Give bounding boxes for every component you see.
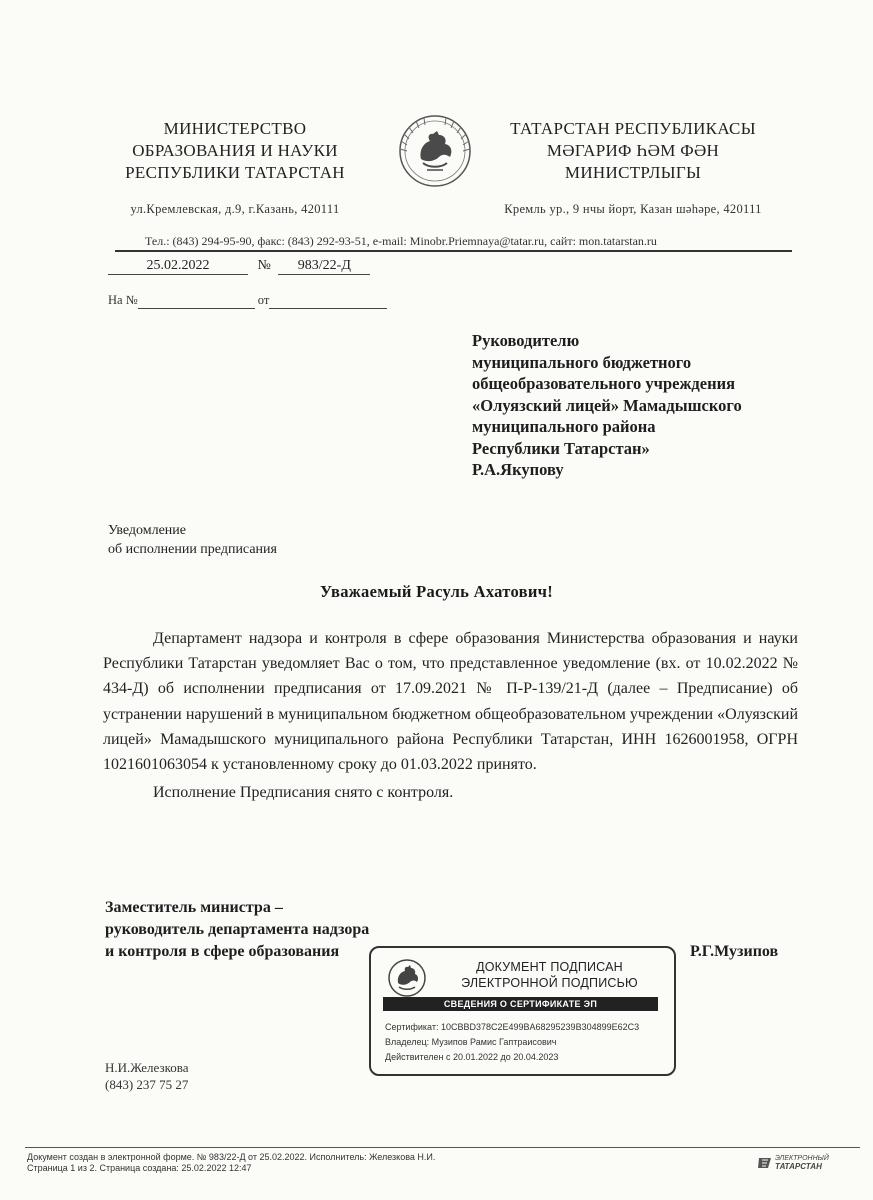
- signer-title-line: Заместитель министра –: [105, 899, 283, 916]
- letter-body: [103, 626, 798, 805]
- addressee-line: «Олуязский лицей» Мамадышского: [472, 395, 742, 415]
- stamp-title: [447, 959, 652, 991]
- signer-title: [105, 897, 369, 963]
- ministry-name-tt-line2: МӘГАРИФ ҺӘМ ФӘН: [546, 141, 720, 160]
- reference-date-blank: [269, 293, 387, 309]
- ministry-name-tt-line3: МИНИСТРЛЫГЫ: [564, 163, 702, 182]
- footer-divider: [25, 1147, 860, 1148]
- addressee-line: Руководителю: [472, 331, 580, 350]
- addressee-line: Республики Татарстан»: [472, 438, 650, 458]
- footer-text: [27, 1152, 435, 1174]
- electronic-signature-stamp: [369, 946, 676, 1076]
- signer-title-line: руководитель департамента надзора: [105, 921, 370, 938]
- electronic-tatarstan-logo-icon: [758, 1157, 772, 1169]
- signer-name: Р.Г.Музипов: [690, 943, 779, 960]
- ministry-address-ru: ул.Кремлевская, д.9, г.Казань, 420111: [130, 202, 340, 216]
- ministry-name-ru-line1: МИНИСТЕРСТВО: [163, 119, 307, 138]
- registration-line: [108, 258, 370, 275]
- reference-line: [108, 293, 387, 309]
- signer-title-line: и контроля в сфере образования: [105, 943, 340, 960]
- addressee-line: общеобразовательного учреждения: [472, 374, 736, 393]
- addressee-line: муниципального района: [472, 417, 656, 436]
- ministry-name-ru-line3: РЕСПУБЛИКИ ТАТАРСТАН: [125, 163, 345, 182]
- tatarstan-seal-icon: [387, 958, 427, 998]
- registration-date: 25.02.2022: [108, 258, 248, 275]
- reference-from-label: от: [257, 293, 270, 307]
- ministry-name-tt-line1: ТАТАРСТАН РЕСПУБЛИКАСЫ: [510, 119, 756, 138]
- greeting: Уважаемый Расуль Ахатович!: [319, 582, 554, 601]
- subject-line2: об исполнении предписания: [108, 542, 277, 557]
- ministry-contacts: Тел.: (843) 294-95-90, факс: (843) 292-93-51, e-mail: Minobr.Priemnaya@tatar.ru, сайт: mon.tatarstan.ru: [145, 234, 657, 248]
- reference-number-blank: [138, 293, 255, 309]
- stamp-certificate-details: [385, 1020, 639, 1065]
- stamp-title-line1: ДОКУМЕНТ ПОДПИСАН: [476, 960, 623, 974]
- footer-line2: Страница 1 из 2. Страница создана: 25.02.2022 12:47: [27, 1163, 252, 1173]
- reference-label: На №: [108, 293, 138, 307]
- executor-name: Н.И.Железкова: [105, 1060, 189, 1075]
- registration-number: 983/22-Д: [278, 258, 370, 275]
- subject-block: [108, 521, 277, 559]
- body-paragraph: Исполнение Предписания снято с контроля.: [153, 784, 454, 802]
- header-divider: [115, 250, 792, 252]
- subject-line1: Уведомление: [108, 523, 187, 538]
- ministry-name-ru: [100, 118, 370, 220]
- ministry-name-tt: [488, 118, 778, 220]
- ministry-address-tt: Кремль ур., 9 нчы йорт, Казан шәһәре, 420111: [504, 202, 762, 216]
- body-paragraph: Департамент надзора и контроля в сфере образования Министерства образования и науки Республики Татарстан уведомляет Вас о том, что представленное уведомление (вх. от 10.02.2022 № 434-Д) об исполнении предписания от 17.09.2021 № П-Р-139/21-Д (далее – Предписание) об устранении нарушений в муниципальном бюджетном общеобразовательном учреждении «Олуязский лицей» Мамадышского муниципального района Республики Татарстан, ИНН 1626001958, ОГРН 1021601063054 к установленному сроку до 01.03.2022 принято.: [103, 630, 798, 774]
- stamp-validity: Действителен с 20.01.2022 до 20.04.2023: [385, 1052, 559, 1062]
- stamp-certificate-header: СВЕДЕНИЯ О СЕРТИФИКАТЕ ЭП: [383, 997, 658, 1011]
- stamp-owner: Владелец: Музипов Рамис Гаптраисович: [385, 1037, 557, 1047]
- executor-phone: (843) 237 75 27: [105, 1077, 189, 1092]
- addressee-line: Р.А.Якупову: [472, 460, 564, 479]
- addressee-block: [472, 330, 742, 481]
- executor-block: [105, 1059, 188, 1093]
- registration-number-label: №: [257, 258, 271, 273]
- logo-line2: ТАТАРСТАН: [775, 1162, 822, 1171]
- addressee-line: муниципального бюджетного: [472, 352, 692, 372]
- electronic-tatarstan-logo: [758, 1155, 829, 1171]
- footer-line1: Документ создан в электронной форме. № 983/22-Д от 25.02.2022. Исполнитель: Железкова Н.И.: [27, 1152, 436, 1162]
- logo-line1: ЭЛЕКТРОННЫЙ: [775, 1155, 829, 1162]
- tatarstan-emblem-icon: [397, 113, 473, 189]
- stamp-certificate-id: Сертификат: 10CBBD378C2E499BA68295239B304899E62C3: [385, 1022, 640, 1032]
- ministry-name-ru-line2: ОБРАЗОВАНИЯ И НАУКИ: [132, 141, 338, 160]
- stamp-title-line2: ЭЛЕКТРОННОЙ ПОДПИСЬЮ: [461, 976, 638, 990]
